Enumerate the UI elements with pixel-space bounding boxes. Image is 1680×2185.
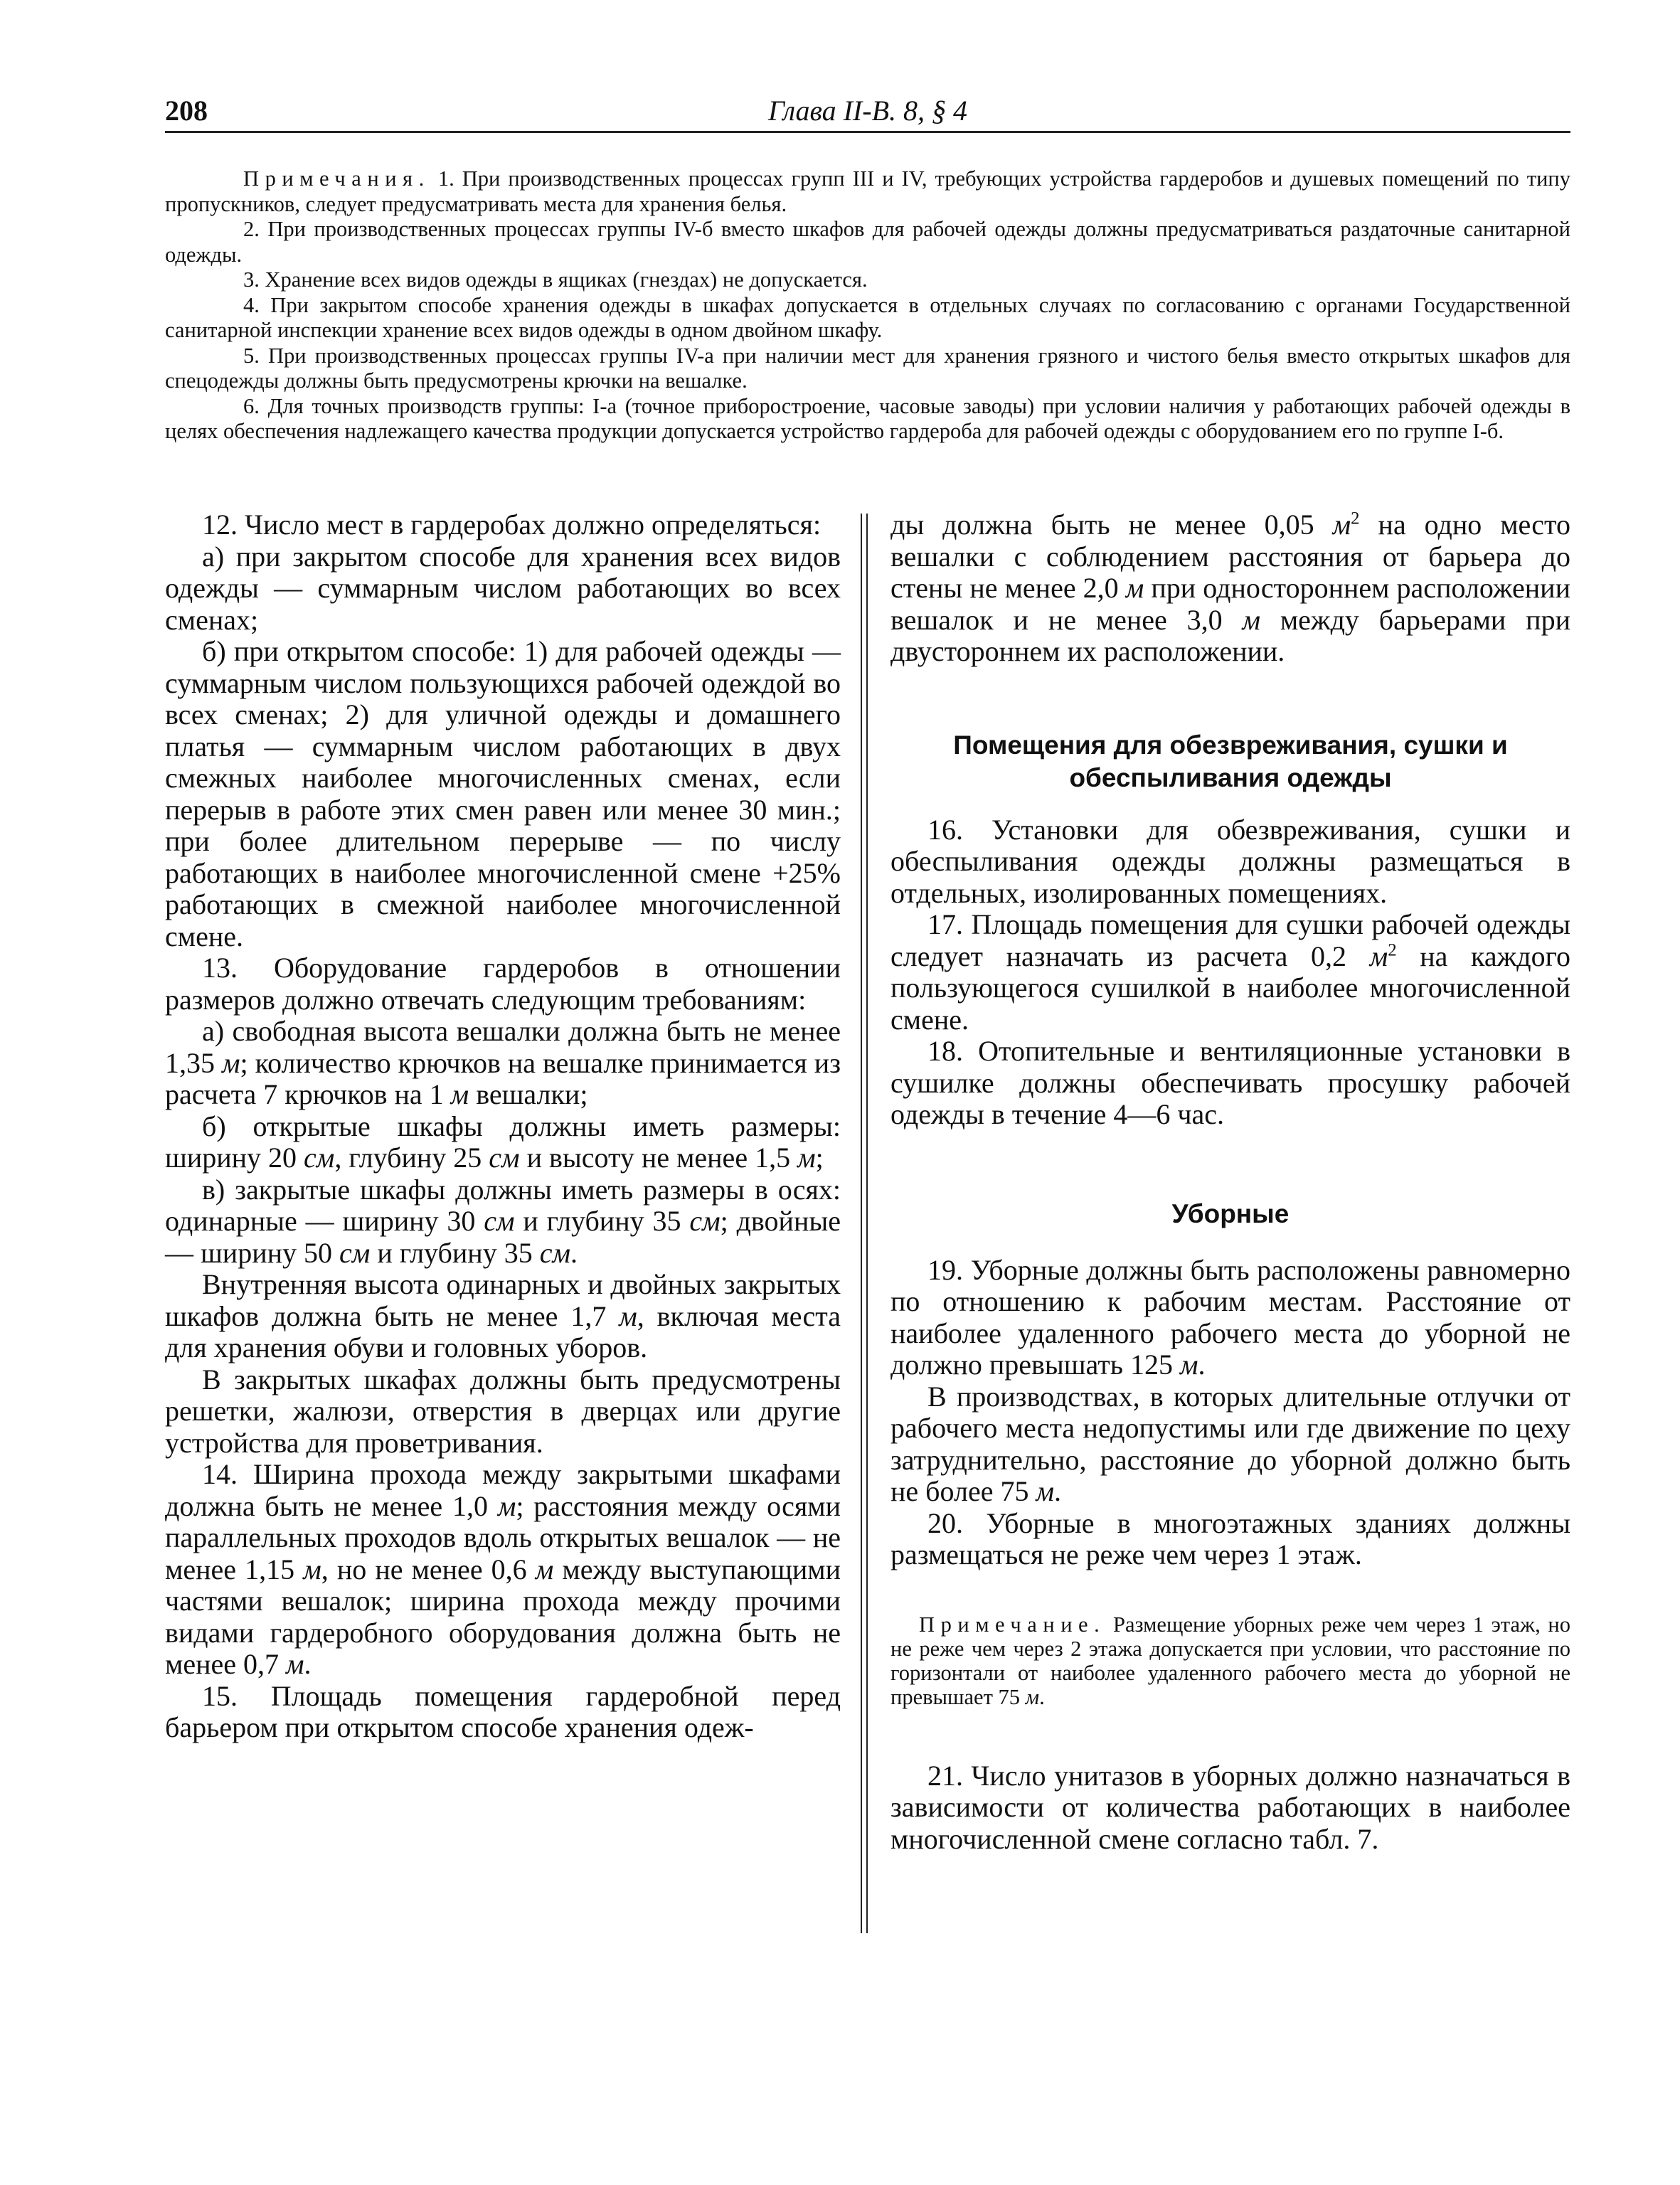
paragraph-14: 14. Ширина прохода между закрытыми шкафами должна быть не менее 1,0 м; расстояния между осями параллельных проходов вдоль открытых вешалок — не менее 1,15 м, но не менее 0,6 м между выступающими частями вешалок; ширина прохода между прочими видами гардеробного оборудования должна быть не менее 0,7 м. xyxy=(165,1458,841,1680)
paragraph-13a: а) свободная высота вешалки должна быть не менее 1,35 м; количество крючков на вешалке принимается из расчета 7 крючков на 1 м вешалки; xyxy=(165,1015,841,1110)
note-1: Примечания. 1. При производственных процессах групп III и IV, требующих устройства гардеробов и душевых помещений по типу пропускников, следует предусматривать места для хранения белья. xyxy=(165,166,1570,216)
section-heading-drying: Помещения для обезвреживания, сушки и обеспыливания одежды xyxy=(953,730,1508,792)
note-3: 3. Хранение всех видов одежды в ящиках (гнездах) не допускается. xyxy=(243,267,868,292)
paragraph-17: 17. Площадь помещения для сушки рабочей одежды следует назначать из расчета 0,2 $м^2$ на каждого пользующегося сушилкой в наиболее многочисленной смене. xyxy=(890,908,1571,1036)
running-title: Глава II-В. 8, § 4 xyxy=(767,95,968,127)
left-column xyxy=(165,509,841,1744)
toilet-note: Примечание. Размещение уборных реже чем через 1 этаж, но не реже чем через 2 этажа допускается при условии, что расстояние по горизонтали от наиболее удаленного рабочего места до уборной не превышает 75 м. xyxy=(890,1612,1570,1709)
note-6: 6. Для точных производств группы: I-а (точное приборостроение, часовые заводы) при условии наличия у работающих рабочей одежды в целях обеспечения надлежащего качества продукции допускается устройство гардероба для рабочей одежды с оборудованием его по группе I-б. xyxy=(165,393,1570,443)
paragraph-16: 16. Установки для обезвреживания, сушки и обеспыливания одежды должны размещаться в отдельных, изолированных помещениях. xyxy=(890,813,1570,909)
page-header xyxy=(165,91,1570,133)
section-heading-toilets: Уборные xyxy=(1171,1198,1290,1228)
paragraph-15: 15. Площадь помещения гардеробной перед барьером при открытом способе хранения одеж- xyxy=(165,1679,841,1743)
note-label: Примечание. xyxy=(919,1612,1106,1637)
note-4: 4. При закрытом способе хранения одежды в шкафах допускается в отдельных случаях по согласованию с органами Государственной санитарной инспекции хранение всех видов одежды в одном двойном шкафу. xyxy=(165,292,1570,342)
paragraph-13d: Внутренняя высота одинарных и двойных закрытых шкафов должна быть не менее 1,7 м, включая места для хранения обуви и головных уборов. xyxy=(165,1268,841,1363)
page-number: 208 xyxy=(165,95,208,127)
paragraph-15-continued: ды должна быть не менее 0,05 $м^2$ на одно место вешалки с соблюдением расстояния от барьера до стены не менее 2,0 м при одностороннем расположении вешалок и не менее 3,0 м между барьерами при двустороннем их расположении. xyxy=(890,509,1570,667)
paragraph-21: 21. Число унитазов в уборных должно назначаться в зависимости от количества работающих в наиболее многочисленной смене согласно табл. 7. xyxy=(890,1759,1570,1855)
column-divider xyxy=(861,514,868,1933)
paragraph-13: 13. Оборудование гардеробов в отношении размеров должно отвечать следующим требованиям: xyxy=(165,952,841,1016)
paragraph-12b: б) при открытом способе: 1) для рабочей одежды — суммарным числом пользующихся рабочей одеждой во всех сменах; 2) для уличной одежды и домашнего платья — суммарным числом работающих в двух смежных наиболее многочисленных сменах, если перерыв в работе этих смен равен или менее 30 мин.; при более длительном перерыве — по числу работающих в наиболее многочисленной смене +25% работающих в смежной наиболее многочисленной смене. xyxy=(165,635,841,952)
paragraph-12: 12. Число мест в гардеробах должно определяться: xyxy=(202,509,822,541)
right-column xyxy=(890,509,1570,1855)
paragraph-13c: в) закрытые шкафы должны иметь размеры в осях: одинарные — ширину 30 см и глубину 35 см; двойные — ширину 50 см и глубину 35 см. xyxy=(165,1173,841,1269)
paragraph-19: 19. Уборные должны быть расположены равномерно по отношению к рабочим местам. Расстояние от наиболее удаленного рабочего места до уборной не должно превышать 125 м. xyxy=(890,1253,1570,1381)
notes-block xyxy=(165,166,1570,445)
paragraph-13e: В закрытых шкафах должны быть предусмотрены решетки, жалюзи, отверстия в дверцах или другие устройства для проветривания. xyxy=(165,1363,841,1459)
paragraph-12a: а) при закрытом способе для хранения всех видов одежды — суммарным числом работающих во всех сменах; xyxy=(165,540,841,636)
paragraph-13b: б) открытые шкафы должны иметь размеры: ширину 20 см, глубину 25 см и высоту не менее 1,5 м; xyxy=(165,1110,841,1174)
notes-label: Примечания. xyxy=(243,166,430,191)
paragraph-19b: В производствах, в которых длительные отлучки от рабочего места недопустимы или где движение по цеху затруднительно, расстояние до уборной должно быть не более 75 м. xyxy=(890,1380,1570,1507)
paragraph-18: 18. Отопительные и вентиляционные установки в сушилке должны обеспечивать просушку рабочей одежды в течение 4—6 час. xyxy=(890,1035,1570,1130)
note-5: 5. При производственных процессах группы IV-а при наличии мест для хранения грязного и чистого белья вместо открытых шкафов для спецодежды должны быть предусмотрены крючки на вешалке. xyxy=(165,343,1570,393)
paragraph-20: 20. Уборные в многоэтажных зданиях должны размещаться не реже чем через 1 этаж. xyxy=(890,1506,1570,1570)
note-2: 2. При производственных процессах группы IV-б вместо шкафов для рабочей одежды должны предусматриваться раздаточные санитарной одежды. xyxy=(165,217,1570,267)
